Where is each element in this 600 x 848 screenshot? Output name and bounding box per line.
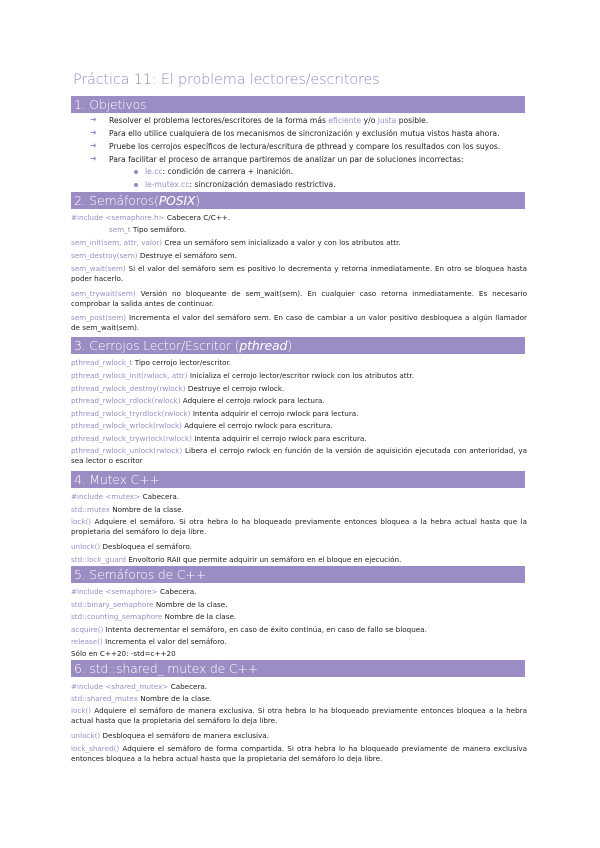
- section-heading-mutex: [71, 471, 525, 488]
- text: Crea un semáforo sem inicializado a valor y con los atributos attr.: [162, 238, 401, 247]
- code: std::lock_guard: [71, 555, 126, 564]
- text: : sincronización demasiado restrictiva.: [189, 180, 336, 189]
- code: pthread_rwlock_wrlock(rwlock): [71, 421, 182, 430]
- text: Nombre de la clase.: [153, 600, 228, 609]
- posix-line-6: [71, 289, 527, 309]
- rwlock-line-4: [71, 396, 527, 406]
- text: Adquiere el semáforo. Si otra hebra lo ha bloqueado previamente entonces bloquea a la hebra actual hasta que la propietaria del semáforo lo deja libre.: [71, 517, 527, 536]
- code: sem_t: [109, 225, 131, 234]
- rwlock-line-2: [71, 371, 527, 381]
- text: Adquiere el cerrojo rwlock para lectura.: [180, 396, 325, 405]
- text: Cabecera.: [157, 587, 197, 596]
- arrow-bullet-icon: ➔: [90, 141, 97, 150]
- code: acquire(): [71, 625, 104, 634]
- posix-line-1: [71, 213, 527, 223]
- code: lock_shared(): [71, 744, 120, 753]
- text: Tipo semáforo.: [130, 225, 187, 234]
- code: sem_wait(sem): [71, 264, 126, 273]
- dot-bullet-icon: [134, 170, 138, 174]
- text: Libera el cerrojo rwlock en función de la versión de aquisición ejecutada con anterioridad, ya sea lector o escritor: [71, 446, 527, 465]
- text: Cabecera C/C++.: [164, 213, 231, 222]
- shared-line-1: [71, 682, 527, 692]
- section-heading-rwlock: [71, 337, 525, 354]
- rwlock-line-6: [71, 421, 527, 431]
- text: Tipo cerrojo lector/escritor.: [132, 358, 232, 367]
- code: lock(): [71, 706, 92, 715]
- code: #include <shared_mutex>: [71, 682, 169, 691]
- posix-line-7: [71, 313, 527, 333]
- mutex-line-2: [71, 505, 527, 515]
- code: #include <mutex>: [71, 492, 141, 501]
- text: Intenta adquirir el cerrojo rwlock para escritura.: [191, 434, 367, 443]
- code: lock(): [71, 517, 92, 526]
- code: sem_init(sem, attr, valor): [71, 238, 163, 247]
- section-heading-text: 1. Objetivos: [74, 97, 147, 112]
- code: sem_post(sem): [71, 313, 127, 322]
- section-heading-italic: pthread: [239, 338, 288, 353]
- text: Si el valor del semáforo sem es positivo lo decrementa y retorna inmediatamente. En otro se bloquea hasta poder hacerlo.: [71, 264, 527, 283]
- code: pthread_rwlock_trywrlock(rwlock): [71, 434, 192, 443]
- semcpp-line-5: [71, 637, 527, 647]
- section-heading-text: 2. Semáforos(: [74, 193, 159, 208]
- mutex-line-4: [71, 542, 527, 552]
- semcpp-line-3: [71, 612, 527, 622]
- mutex-line-3: [71, 517, 527, 537]
- objective-2: Para ello utilice cualquiera de los mecanismos de sincronización y exclusión mutua vistos hasta ahora.: [109, 129, 500, 138]
- code: release(): [71, 637, 103, 646]
- text: posible.: [396, 116, 429, 125]
- semcpp-line-1: [71, 587, 527, 597]
- shared-line-3: [71, 706, 527, 726]
- objective-sub-2: [145, 180, 336, 190]
- posix-line-2: [109, 225, 509, 235]
- posix-line-4: [71, 251, 527, 261]
- text: Adquiere el cerrojo rwlock para escritura.: [181, 421, 333, 430]
- rwlock-line-5: [71, 409, 527, 419]
- keyword: justa: [377, 116, 397, 125]
- section-heading-shared-mutex: [71, 660, 525, 677]
- text: Cabecera.: [168, 682, 208, 691]
- rwlock-line-7: [71, 434, 527, 444]
- arrow-bullet-icon: ➔: [90, 115, 97, 124]
- file-name: le-mutex.cc: [145, 180, 190, 189]
- objective-3: Pruebe los cerrojos específicos de lectura/escritura de pthread y compare los resultados con los suyos.: [109, 142, 501, 151]
- mutex-line-5: [71, 555, 527, 565]
- section-heading-objetivos: [71, 96, 525, 113]
- code: unlock(): [71, 731, 101, 740]
- text: Nombre de la clase.: [109, 505, 184, 514]
- objective-4: Para facilitar el proceso de arranque partiremos de analizar un par de soluciones incorrectas:: [109, 155, 464, 164]
- objective-1: [109, 116, 428, 126]
- arrow-bullet-icon: ➔: [90, 154, 97, 163]
- objective-sub-1: [145, 167, 293, 177]
- page-title: Práctica 11: El problema lectores/escritores: [73, 72, 380, 88]
- section-heading-text: 5. Semáforos de C++: [74, 567, 206, 582]
- rwlock-line-3: [71, 384, 527, 394]
- code: std::shared_mutex: [71, 694, 138, 703]
- code: pthread_rwlock_unlock(rwlock): [71, 446, 183, 455]
- shared-line-4: [71, 731, 527, 741]
- semcpp-line-4: [71, 625, 527, 635]
- code: std::counting_semaphore: [71, 612, 163, 621]
- posix-line-3: [71, 238, 527, 248]
- code: unlock(): [71, 542, 101, 551]
- text: Incrementa el valor del semáforo sem. En caso de cambiar a un valor positivo desbloquea a algún llamador de sem_wait(sem).: [71, 313, 527, 332]
- text: Nombre de la clase.: [162, 612, 237, 621]
- code: pthread_rwlock_destroy(rwlock): [71, 384, 186, 393]
- file-name: le.cc: [145, 167, 163, 176]
- section-heading-italic: POSIX: [158, 193, 196, 208]
- text: Destruye el cerrojo rwlock.: [185, 384, 285, 393]
- section-heading-cpp-semaphores: [71, 566, 525, 583]
- code: std::binary_semaphore: [71, 600, 154, 609]
- text: Nombre de la clase.: [137, 694, 212, 703]
- text: Desbloquea el semáforo de manera exclusiva.: [100, 731, 269, 740]
- code: pthread_rwlock_t: [71, 358, 133, 367]
- shared-line-5: [71, 744, 527, 764]
- arrow-bullet-icon: ➔: [90, 128, 97, 137]
- code: pthread_rwlock_tryrdlock(rwlock): [71, 409, 191, 418]
- text: Adquiere el semáforo de manera exclusiva. Si otra hebra lo ha bloqueado previamente entonces bloquea a la hebra actual hasta que la propietaria del semáforo lo deja libre.: [71, 706, 527, 725]
- text: Versión no bloqueante de sem_wait(sem). En cualquier caso retorna inmediatamente. Es necesario comprobar la salida antes de continuar.: [71, 289, 527, 308]
- text: Incrementa el valor del semáforo.: [102, 637, 227, 646]
- posix-line-5: [71, 264, 527, 284]
- semcpp-line-2: [71, 600, 527, 610]
- code: pthread_rwlock_rdlock(rwlock): [71, 396, 181, 405]
- code: pthread_rwlock_init(rwlock, attr): [71, 371, 188, 380]
- text: Intenta decrementar el semáforo, en caso de éxito continúa, en caso de fallo se bloquea.: [103, 625, 427, 634]
- code: std::mutex: [71, 505, 110, 514]
- code: #include <semaphore>: [71, 587, 158, 596]
- section-heading-text: 6. std::shared_ mutex de C++: [74, 661, 258, 676]
- text: Desbloquea el semáforo.: [100, 542, 192, 551]
- section-heading-text: ): [287, 338, 292, 353]
- text: : condición de carrera + inanición.: [162, 167, 294, 176]
- text: Intenta adquirir el cerrojo rwlock para lectura.: [190, 409, 359, 418]
- dot-bullet-icon: [134, 183, 138, 187]
- keyword: eficiente: [328, 116, 362, 125]
- rwlock-line-1: [71, 358, 527, 368]
- section-heading-posix: [71, 192, 525, 209]
- section-heading-text: 3. Cerrojos Lector/Escritor (: [74, 338, 240, 353]
- text: y/o: [361, 116, 378, 125]
- text: Envoltorio RAII que permite adquirir un semáforo en el bloque en ejecución.: [125, 555, 402, 564]
- code: sem_destroy(sem): [71, 251, 138, 260]
- section-heading-text: ): [195, 193, 200, 208]
- mutex-line-1: [71, 492, 527, 502]
- text: Resolver el problema lectores/escritores de la forma más: [109, 116, 329, 125]
- text: Destruye el semáforo sem.: [137, 251, 237, 260]
- section-heading-text: 4. Mutex C++: [74, 472, 160, 487]
- code: #include <semaphore.h>: [71, 213, 165, 222]
- text: Adquiere el semáforo de forma compartida. Si otra hebra lo ha bloqueado previamente de manera exclusiva entonces bloquea a la hebra actual hasta que la propietaria del semáforo lo deja libre.: [71, 744, 527, 763]
- rwlock-line-8: [71, 446, 527, 466]
- text: Inicializa el cerrojo lector/escritor rwlock con los atributos attr.: [187, 371, 414, 380]
- shared-line-2: [71, 694, 527, 704]
- code: sem_trywait(sem): [71, 289, 136, 298]
- semcpp-line-6: Sólo en C++20: -std=c++20: [71, 649, 176, 658]
- text: Cabecera.: [140, 492, 180, 501]
